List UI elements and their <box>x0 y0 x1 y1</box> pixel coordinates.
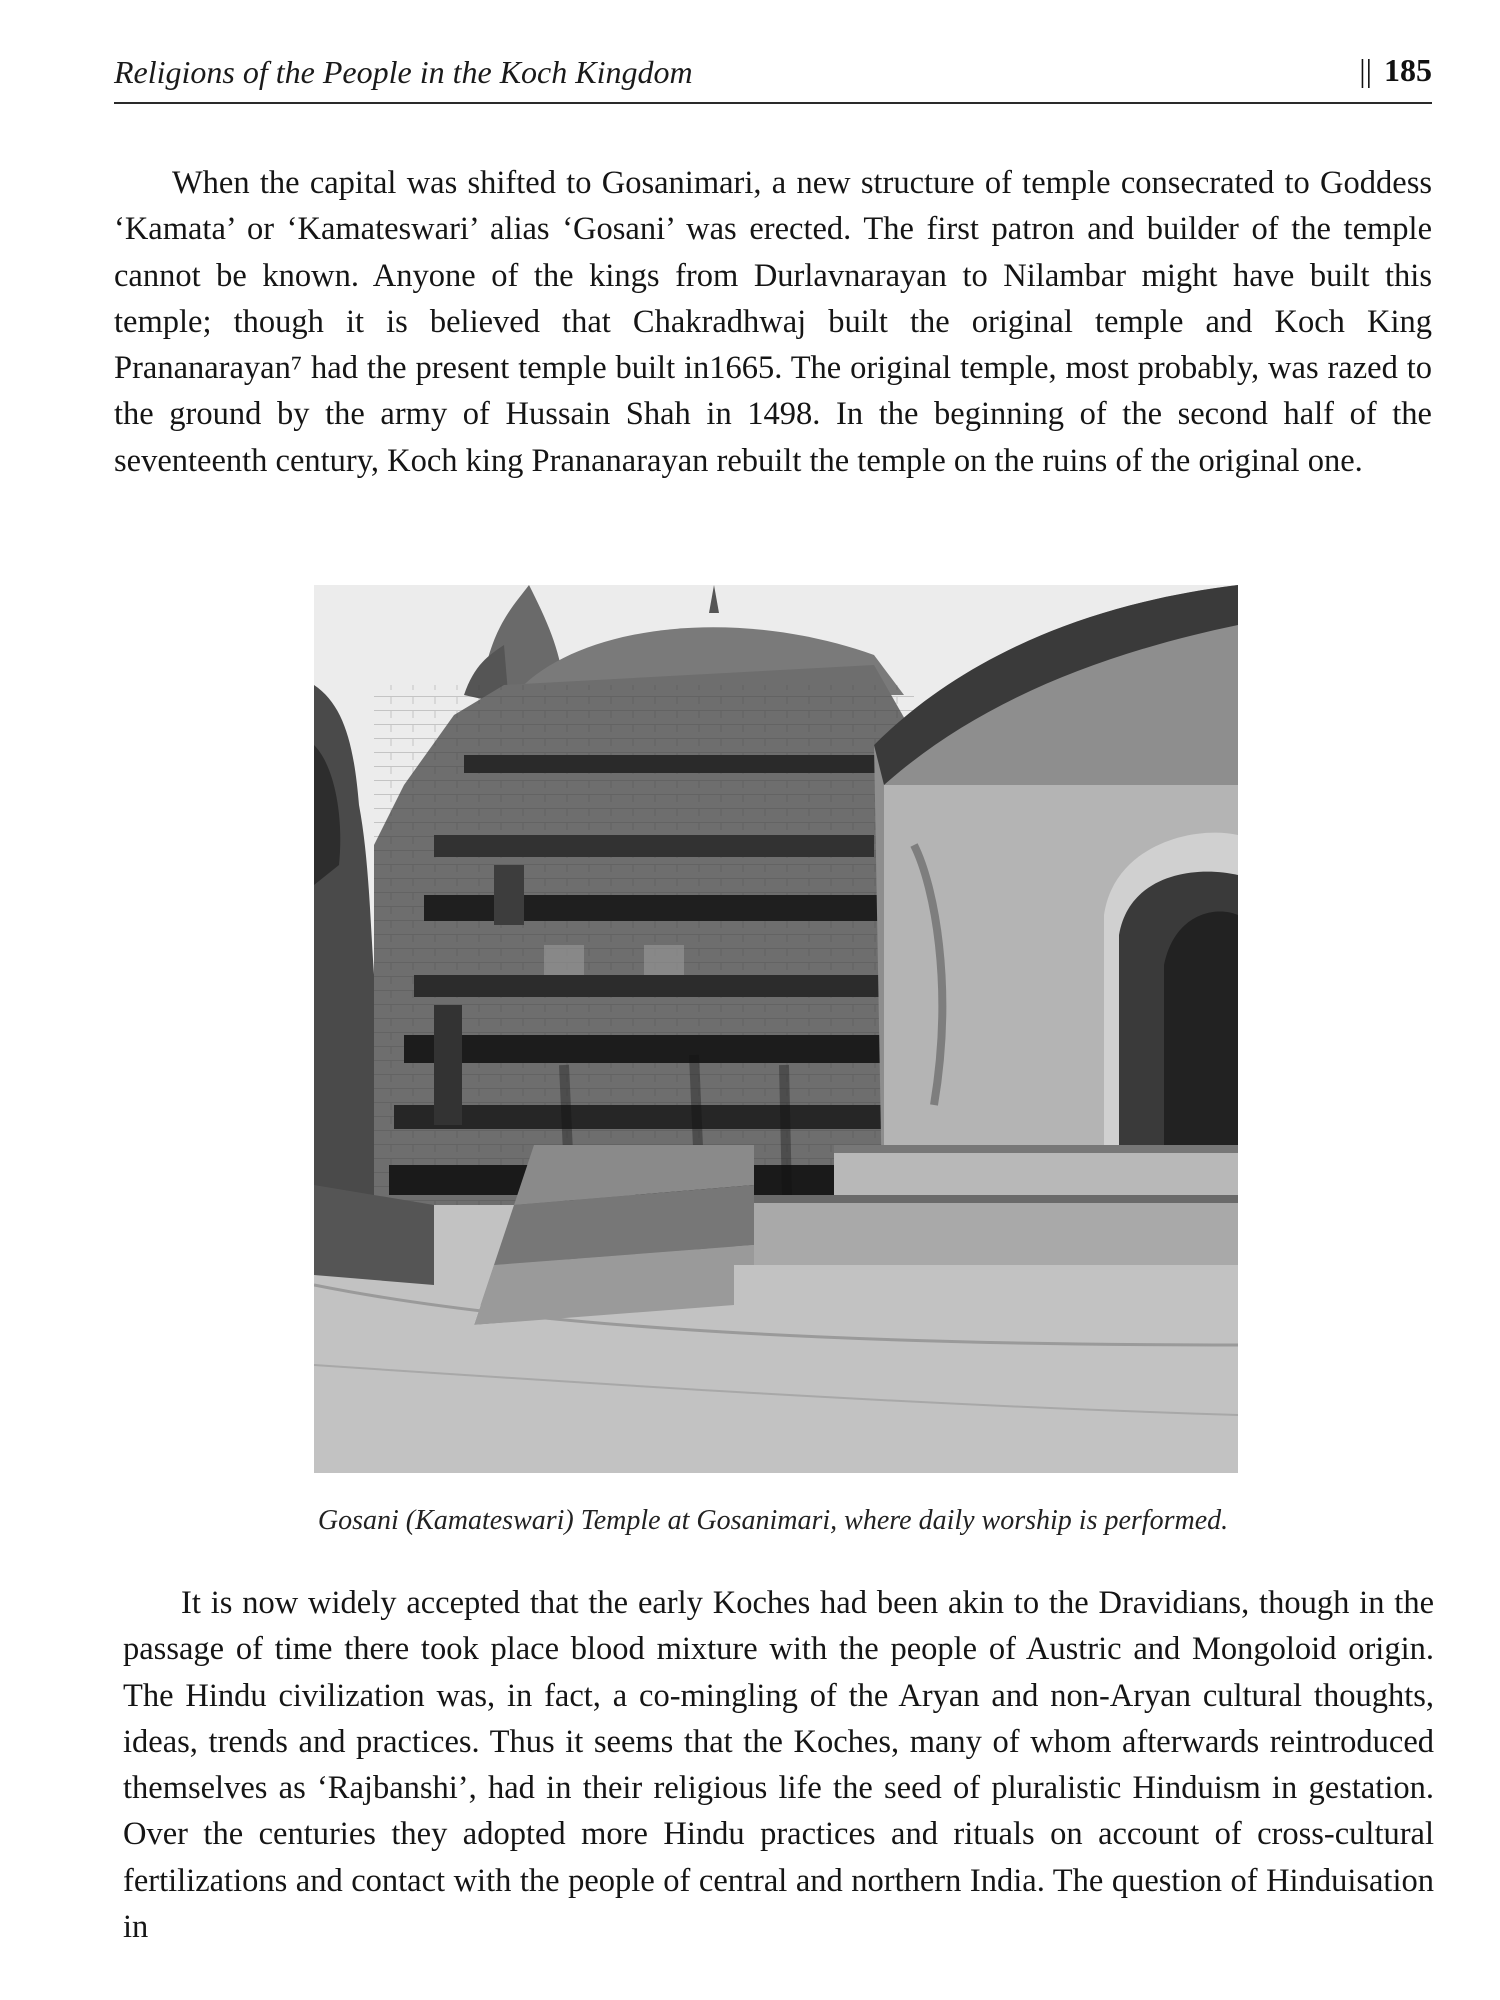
running-title: Religions of the People in the Koch Kingdom <box>114 54 693 90</box>
running-header <box>114 52 1432 104</box>
page-number: 185 <box>1384 52 1432 88</box>
figure-caption: Gosani (Kamateswari) Temple at Gosanimari, where daily worship is performed. <box>317 1505 1229 1536</box>
paragraph-temple-history: When the capital was shifted to Gosanimari, a new structure of temple consecrated to Goddess ‘Kamata’ or ‘Kamateswari’ alias ‘Gosani’ was erected. The first patron and builder of the temple cannot be known. Anyone of the kings from Durlavnarayan to Nilambar might have built this temple; though it is believed that Chakradhwaj built the original temple and Koch King Prananarayan⁷ had the present temple built in1665. The original temple, most probably, was razed to the ground by the army of Hussain Shah in 1498. In the beginning of the second half of the seventeenth century, Koch king Prananarayan rebuilt the temple on the ruins of the original one. <box>114 165 1432 479</box>
page-number-divider: || <box>1359 52 1372 88</box>
temple-photograph <box>314 585 1238 1473</box>
page-number-block <box>1359 52 1432 89</box>
paragraph-koch-hinduisation: It is now widely accepted that the early Koches had been akin to the Dravidians, though in the passage of time there took place blood mixture with the people of Austric and Mongoloid origin. The Hindu civilization was, in fact, a co-mingling of the Aryan and non-Aryan cultural thoughts, ideas, trends and practices. Thus it seems that the Koches, many of whom afterwards reintroduced themselves as ‘Rajbanshi’, had in their religious life the seed of pluralistic Hinduism in gestation. Over the centuries they adopted more Hindu practices and rituals on account of cross-cultural fertilizations and contact with the people of central and northern India. The question of Hinduisation in <box>123 1585 1434 1946</box>
